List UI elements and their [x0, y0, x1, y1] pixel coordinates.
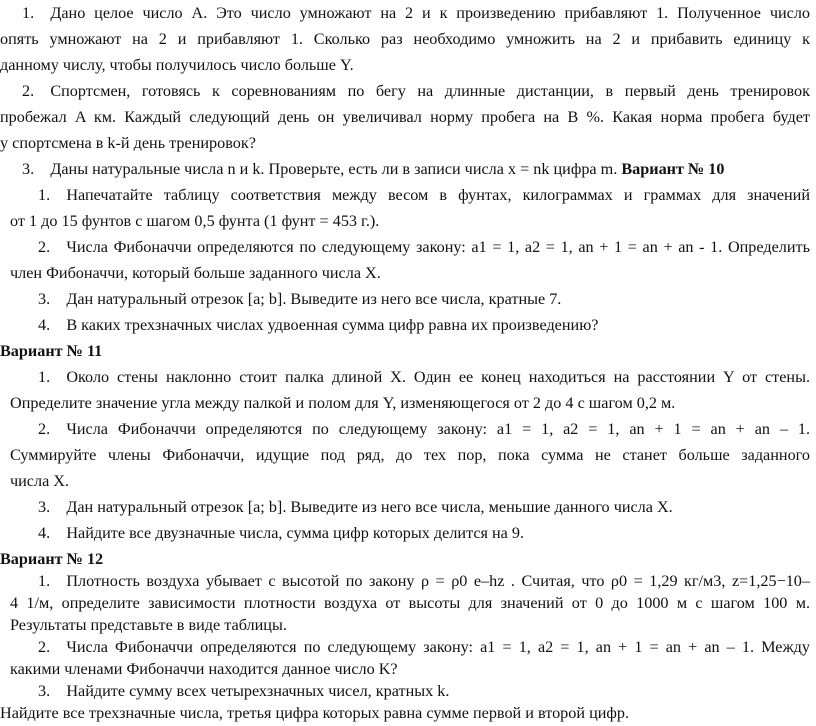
text-line: 2. Числа Фибоначчи определяются по следующему закону: a1 = 1, a2 = 1, an + 1 = an + an – 1.	[38, 420, 810, 438]
text-line: пробежал A км. Каждый следующий день он увеличивал норму пробега на B %. Какая норма пробега будет	[0, 108, 810, 126]
text-line: 4. В каких трехзначных числах удвоенная сумма цифр равна их произведению?	[38, 316, 599, 334]
text-line: 3. Дан натуральный отрезок [a; b]. Выведите из него все числа, кратные 7.	[38, 290, 562, 308]
text-line: данному числу, чтобы получилось число больше Y.	[0, 56, 354, 74]
text-line: 2. Спортсмен, готовясь к соревнованиям по бегу на длинные дистанции, в первый день тренировок	[22, 82, 810, 100]
variant-heading: Вариант № 12	[0, 550, 104, 568]
text-line: 1. Дано целое число A. Это число умножают на 2 и к произведению прибавляют 1. Полученное число	[22, 4, 810, 22]
text-line: 4 1/м, определите зависимости плотности воздуха от высоты для значений от 0 до 1000 м с шагом 100 м.	[10, 594, 810, 612]
text-line: 2. Числа Фибоначчи определяются по следующему закону: a1 = 1, a2 = 1, an + 1 = an + an - 1. Определить	[38, 238, 810, 256]
text-line: 3. Найдите сумму всех четырехзначных чисел, кратных k.	[38, 682, 450, 700]
variant-heading: Вариант № 11	[0, 342, 103, 360]
text-line: Суммируйте члены Фибоначчи, идущие под ряд, до тех пор, пока сумма не станет больше заданного	[10, 446, 810, 464]
variant-heading: Вариант № 10	[621, 160, 725, 178]
text-line	[22, 156, 725, 182]
text-line: 1. Около стены наклонно стоит палка длиной X. Один ее конец находиться на расстоянии Y от стены.	[38, 368, 810, 386]
text-line: 1. Плотность воздуха убывает с высотой по закону ρ = ρ0 e–hz . Считая, что ρ0 = 1,29 кг/м3, z=1,25−10–	[38, 572, 810, 590]
text-line: 3. Дан натуральный отрезок [a; b]. Выведите из него все числа, меньшие данного числа X.	[38, 498, 673, 516]
task-text: 3. Даны натуральные числа n и k. Проверьте, есть ли в записи числа x = nk цифра m.	[22, 160, 618, 178]
text-line: опять умножают на 2 и прибавляют 1. Сколько раз необходимо умножить на 2 и прибавить единицу к	[0, 30, 810, 48]
text-line: Результаты представьте в виде таблицы.	[10, 616, 287, 634]
text-line: от 1 до 15 фунтов с шагом 0,5 фунта (1 фунт = 453 г.).	[10, 212, 380, 230]
text-line: какими членами Фибоначчи находится данное число K?	[10, 660, 398, 678]
text-line: 4. Найдите все двузначные числа, сумма цифр которых делится на 9.	[38, 524, 525, 542]
text-line: 1. Напечатайте таблицу соответствия между весом в фунтах, килограммах и граммах для значений	[38, 186, 810, 204]
text-line: 2. Числа Фибоначчи определяются по следующему закону: a1 = 1, a2 = 1, an + 1 = an + an – 1. Между	[38, 638, 810, 656]
text-line: Определите значение угла между палкой и полом для Y, изменяющегося от 2 до 4 с шагом 0,2 м.	[10, 394, 676, 412]
text-line: член Фибоначчи, который больше заданного числа X.	[10, 264, 381, 282]
text-line: Найдите все трехзначные числа, третья цифра которых равна сумме первой и второй цифр.	[0, 704, 630, 722]
text-line: у спортсмена в k-й день тренировок?	[0, 134, 256, 152]
text-line: числа X.	[10, 472, 70, 490]
